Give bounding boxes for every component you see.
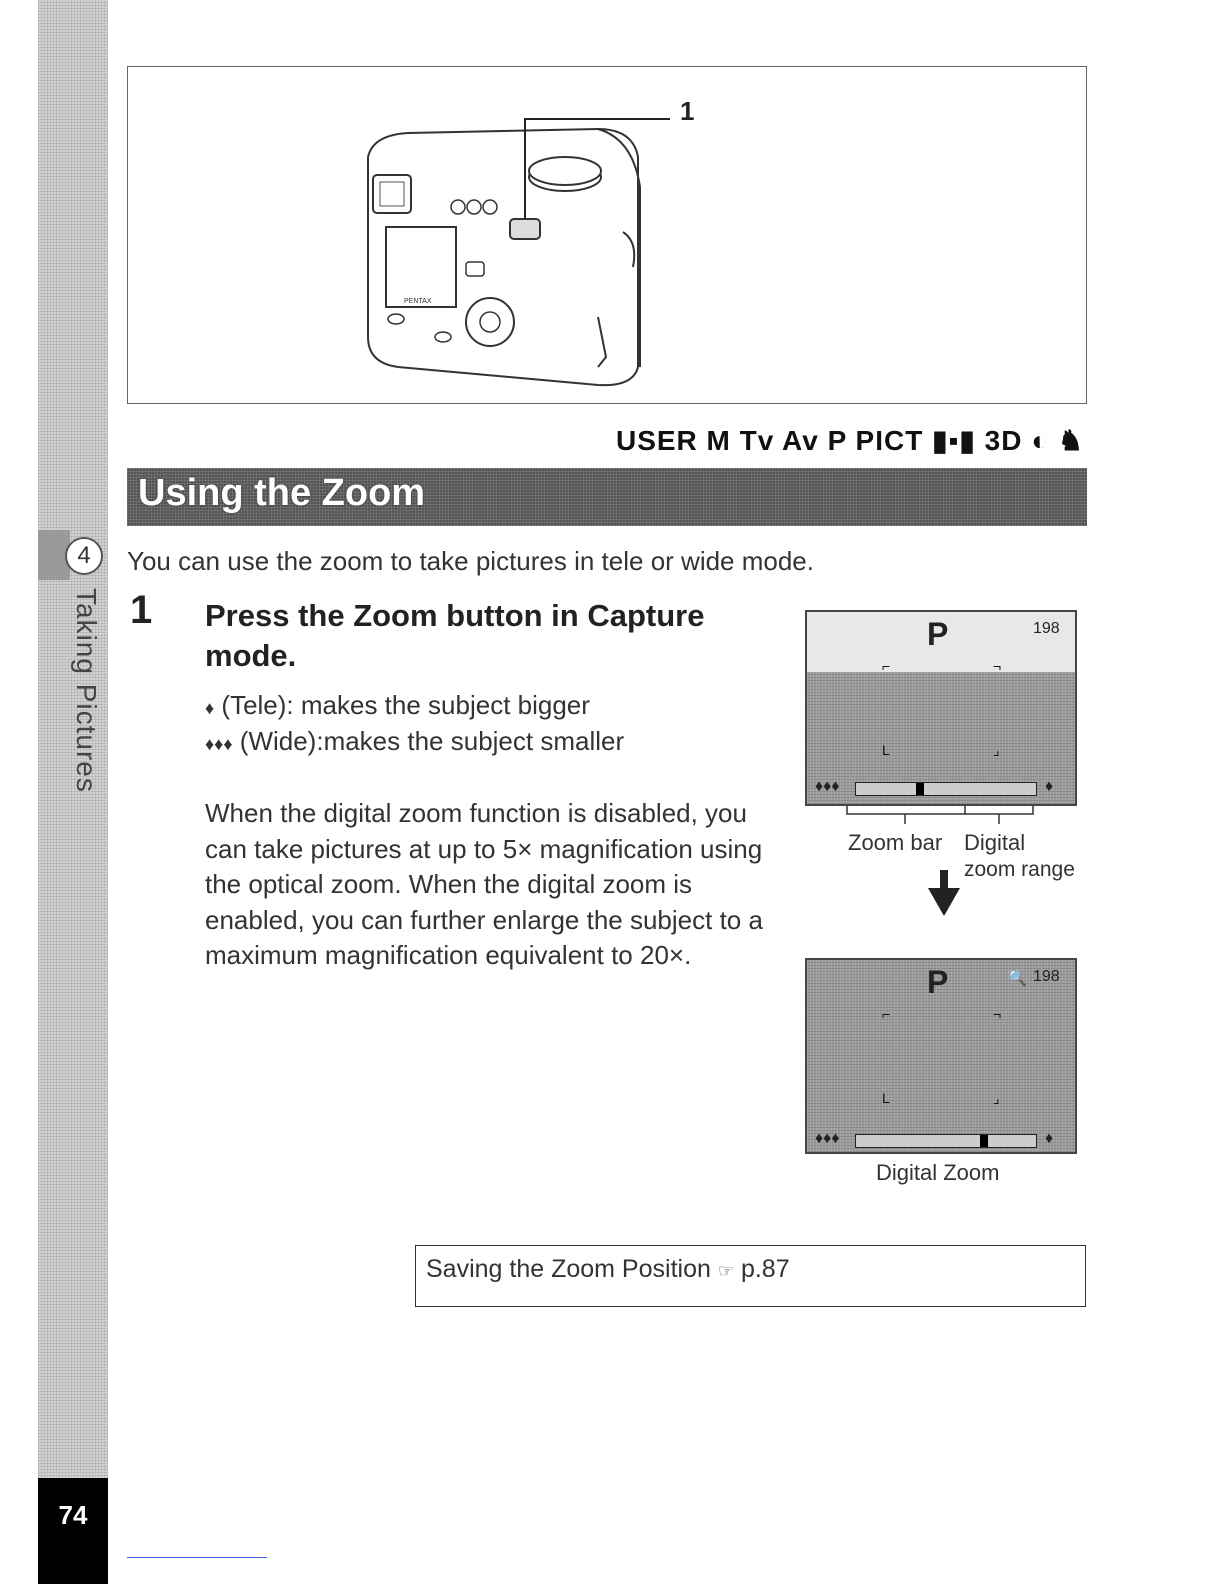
focus-bracket-icon: ⌟ [993,1090,1000,1106]
digital-zoom-caption: Digital Zoom [876,1160,1000,1185]
arrow-down-icon [928,888,960,916]
page-number: 74 [38,1478,108,1584]
wide-icon: ♦♦♦ [205,734,233,754]
zoom-position-marker [916,783,924,795]
step-paragraph: When the digital zoom function is disabled, you can take pictures at up to 5× magnification using the optical zoom. When the digital zoom is enabled, you can further enlarge the subject to a maximum magnification equivalent to 20×. [205,798,763,971]
shots-remaining: 198 [1033,968,1060,985]
focus-bracket-icon: ⌐ [882,1006,891,1022]
label-digital: Digital [964,830,1026,855]
focus-bracket-icon: ⌐ [882,658,891,674]
viewfinder-icon [373,175,411,213]
callout-label: 1 [680,96,695,126]
shots-remaining: 198 [1033,620,1060,637]
wide-icon: ♦♦♦ [815,1130,840,1147]
tele-icon: ♦ [205,698,215,718]
camera-figure [127,66,1087,404]
camera-brand-text: PENTAX [404,298,432,305]
zoom-bar-brackets [845,804,1045,828]
focus-bracket-icon: L [882,742,890,758]
tele-icon: ♦ [1045,1130,1054,1147]
reference-note [415,1245,1086,1307]
intro-text: You can use the zoom to take pictures in tele or wide mode. [127,546,814,576]
camera-illustration [128,67,1085,402]
chapter-number: 4 [65,537,103,575]
lcd-screen-digital [805,958,1077,1154]
label-zoom-range: zoom range [964,858,1075,881]
zoom-position-marker [980,1135,988,1147]
reference-icon: ☞ [717,1261,734,1281]
bottom-rule [127,1557,267,1558]
mode-indicator: P [927,616,949,652]
section-heading: Using the Zoom [138,472,426,514]
tele-text: (Tele): makes the subject bigger [214,690,590,720]
zoom-button-icon [510,219,540,239]
applicable-modes: USER M Tv Av P PICT ▮▪▮ 3D ◐ ♞ [615,425,1084,456]
step-title: Press the Zoom button in Capture mode. [205,598,705,673]
wide-text: (Wide):makes the subject smaller [232,726,625,756]
tele-icon: ♦ [1045,778,1054,795]
zoom-icon: 🔍 [1007,970,1027,987]
note-text: Saving the Zoom Position [426,1255,711,1283]
reference-page-link[interactable]: p.87 [740,1255,790,1283]
focus-bracket-icon: ⌟ [993,742,1000,758]
mode-indicator: P [927,964,949,1000]
wide-icon: ♦♦♦ [815,778,840,795]
chapter-title: Taking Pictures [71,588,102,793]
step-number: 1 [130,588,153,632]
zoom-bar [855,782,1037,796]
wide-description [205,726,624,757]
focus-bracket-icon: ¬ [993,1006,1002,1022]
label-zoom-bar: Zoom bar [848,830,943,855]
focus-bracket-icon: L [882,1090,890,1106]
focus-bracket-icon: ¬ [993,658,1002,674]
tele-description [205,690,590,721]
zoom-bar [855,1134,1037,1148]
lcd-screen-optical [805,610,1077,806]
